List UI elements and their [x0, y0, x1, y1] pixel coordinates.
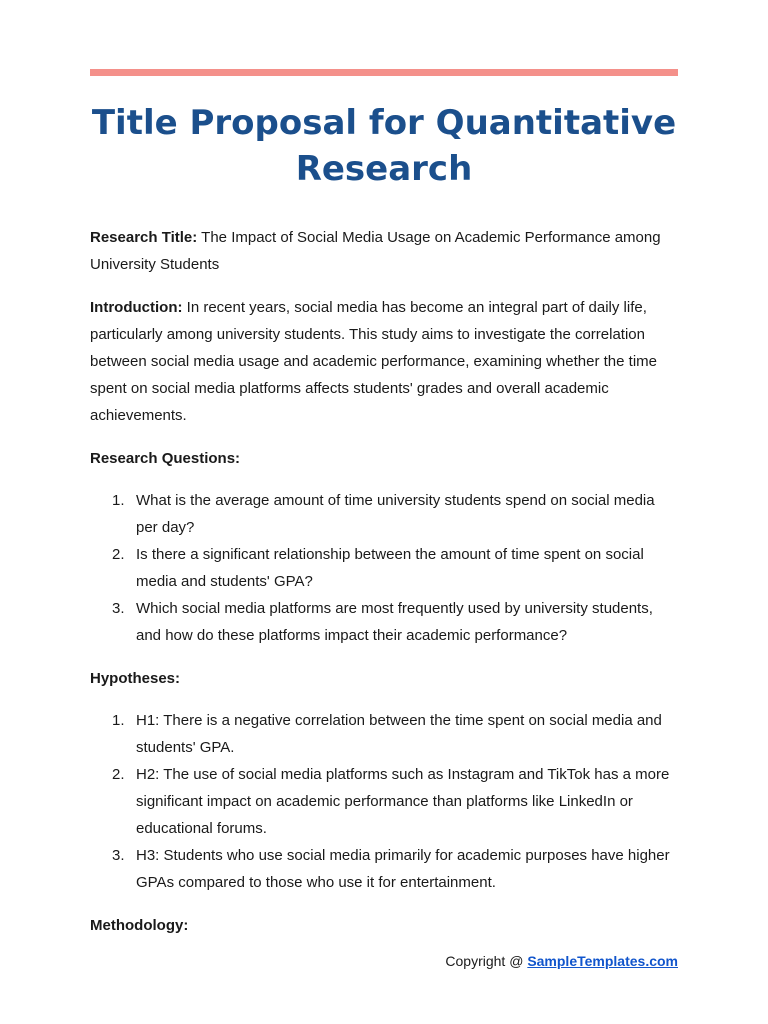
list-item-number: 3.	[112, 847, 125, 864]
list-item	[90, 541, 678, 595]
list-item-number: 2.	[112, 766, 125, 783]
list-item	[90, 595, 678, 649]
sampletemplates-link[interactable]: SampleTemplates.com	[527, 953, 678, 969]
list-item-number: 1.	[112, 492, 125, 509]
list-item	[90, 487, 678, 541]
introduction-paragraph	[90, 294, 678, 429]
introduction-text: In recent years, social media has become an integral part of daily life, particularly among university students. This study aims to investigate the correlation between social media usage and academic performance, examining whether the time spent on social media platforms affects students' grades and overall academic achievements.	[90, 299, 657, 424]
methodology-heading: Methodology:	[90, 917, 189, 934]
research-title-text: The Impact of Social Media Usage on Academic Performance among University Students	[90, 229, 661, 273]
list-item-number: 2.	[112, 546, 125, 563]
list-item-text: Which social media platforms are most frequently used by university students, and how do these platforms impact their academic performance?	[136, 600, 653, 644]
copyright-text: Copyright @	[445, 953, 528, 969]
list-item-text: H1: There is a negative correlation between the time spent on social media and students' GPA.	[136, 712, 662, 756]
list-item-number: 3.	[112, 600, 125, 617]
introduction-label: Introduction:	[90, 299, 183, 316]
list-item	[90, 842, 678, 896]
list-item	[90, 761, 678, 842]
copyright-footer	[445, 950, 678, 972]
research-title-label: Research Title:	[90, 229, 198, 246]
list-item-text: H2: The use of social media platforms such as Instagram and TikTok has a more significant impact on academic performance than platforms like LinkedIn or educational forums.	[136, 766, 670, 837]
list-item-number: 1.	[112, 712, 125, 729]
research-questions-list	[90, 487, 678, 649]
hypotheses-heading: Hypotheses:	[90, 670, 181, 687]
list-item-text: H3: Students who use social media primarily for academic purposes have higher GPAs compared to those who use it for entertainment.	[136, 847, 670, 891]
research-questions-heading: Research Questions:	[90, 450, 241, 467]
accent-rule	[90, 69, 678, 76]
list-item-text: Is there a significant relationship between the amount of time spent on social media and students' GPA?	[136, 546, 644, 590]
list-item	[90, 707, 678, 761]
hypotheses-list	[90, 707, 678, 896]
list-item-text: What is the average amount of time university students spend on social media per day?	[136, 492, 655, 536]
research-title-paragraph	[90, 224, 678, 278]
document-body	[90, 224, 678, 954]
page-title: Title Proposal for Quantitative Research	[91, 103, 677, 189]
